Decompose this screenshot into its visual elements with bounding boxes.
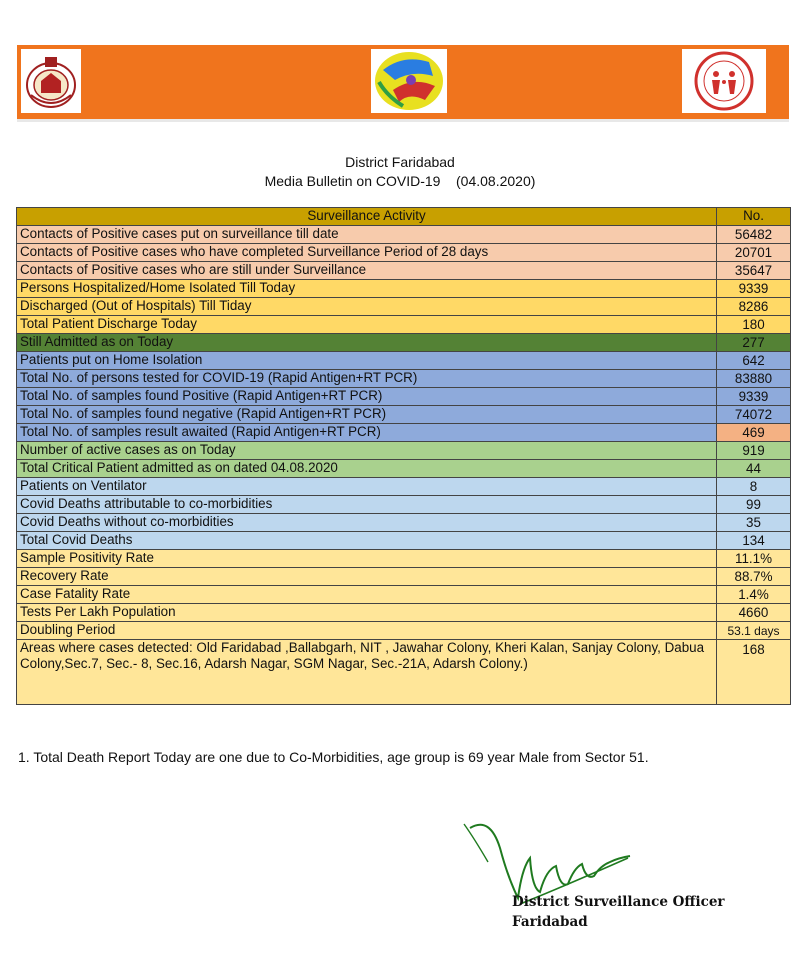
table-row (17, 586, 791, 604)
value-cell: 134 (717, 532, 791, 550)
activity-cell: Total Covid Deaths (17, 532, 717, 550)
bulletin-title: Media Bulletin on COVID-19 (04.08.2020) (264, 173, 536, 189)
table-row (17, 604, 791, 622)
activity-cell: Contacts of Positive cases put on surveillance till date (17, 226, 717, 244)
faridabad-district-logo (371, 49, 447, 113)
activity-cell: Areas where cases detected: Old Faridabad ,Ballabgarh, NIT , Jawahar Colony, Kheri Kalan, Sanjay Colony, Dabua Colony,Sec.7, Sec.- 8, Sec.16, Adarsh Nagar, SGM Nagar, Sec.-21A, Adarsh Colony.) (17, 640, 717, 705)
value-cell: 20701 (717, 244, 791, 262)
activity-cell: Still Admitted as on Today (17, 334, 717, 352)
number-column-header: No. (717, 208, 791, 226)
table-row (17, 316, 791, 334)
table-row (17, 496, 791, 514)
table-row (17, 244, 791, 262)
table-row (17, 460, 791, 478)
table-row (17, 280, 791, 298)
value-cell: 88.7% (717, 568, 791, 586)
table-row (17, 226, 791, 244)
activity-cell: Recovery Rate (17, 568, 717, 586)
activity-column-header: Surveillance Activity (17, 208, 717, 226)
table-row (17, 298, 791, 316)
activity-cell: Total No. of persons tested for COVID-19 (Rapid Antigen+RT PCR) (17, 370, 717, 388)
activity-cell: Covid Deaths without co-morbidities (17, 514, 717, 532)
activity-cell: Total No. of samples found Positive (Rapid Antigen+RT PCR) (17, 388, 717, 406)
table-row (17, 442, 791, 460)
activity-cell: Case Fatality Rate (17, 586, 717, 604)
haryana-emblem (21, 49, 81, 113)
activity-cell: Doubling Period (17, 622, 717, 640)
table-row (17, 352, 791, 370)
activity-cell: Persons Hospitalized/Home Isolated Till Today (17, 280, 717, 298)
activity-cell: Total No. of samples result awaited (Rapid Antigen+RT PCR) (17, 424, 717, 442)
activity-cell: Total No. of samples found negative (Rapid Antigen+RT PCR) (17, 406, 717, 424)
activity-cell: Covid Deaths attributable to co-morbidities (17, 496, 717, 514)
table-row (17, 262, 791, 280)
value-cell: 277 (717, 334, 791, 352)
value-cell: 9339 (717, 388, 791, 406)
table-row (17, 550, 791, 568)
signatory-title: District Surveillance Officer (512, 894, 725, 910)
table-row (17, 406, 791, 424)
value-cell: 469 (717, 424, 791, 442)
national-health-mission-logo-icon (686, 50, 762, 112)
district-title: District Faridabad (345, 154, 455, 170)
value-cell: 83880 (717, 370, 791, 388)
table-row (17, 370, 791, 388)
value-cell: 35647 (717, 262, 791, 280)
table-row (17, 334, 791, 352)
value-cell: 8286 (717, 298, 791, 316)
value-cell: 168 (717, 640, 791, 705)
value-cell: 642 (717, 352, 791, 370)
faridabad-district-logo-icon (373, 50, 445, 112)
activity-cell: Contacts of Positive cases who are still under Surveillance (17, 262, 717, 280)
value-cell: 8 (717, 478, 791, 496)
activity-cell: Total Critical Patient admitted as on dated 04.08.2020 (17, 460, 717, 478)
table-row (17, 622, 791, 640)
value-cell: 11.1% (717, 550, 791, 568)
value-cell: 35 (717, 514, 791, 532)
value-cell: 9339 (717, 280, 791, 298)
national-health-mission-logo (682, 49, 766, 113)
activity-cell: Patients on Ventilator (17, 478, 717, 496)
table-row (17, 568, 791, 586)
table-row (17, 424, 791, 442)
activity-cell: Discharged (Out of Hospitals) Till Tiday (17, 298, 717, 316)
table-row (17, 478, 791, 496)
surveillance-table (16, 207, 791, 705)
activity-cell: Number of active cases as on Today (17, 442, 717, 460)
table-row (17, 640, 791, 705)
value-cell: 53.1 days (717, 622, 791, 640)
value-cell: 99 (717, 496, 791, 514)
death-report-note: 1. Total Death Report Today are one due to Co-Morbidities, age group is 69 year Male from Sector 51. (18, 749, 649, 765)
value-cell: 44 (717, 460, 791, 478)
activity-cell: Tests Per Lakh Population (17, 604, 717, 622)
table-header-row (17, 208, 791, 226)
haryana-emblem-icon (23, 51, 79, 111)
activity-cell: Total Patient Discharge Today (17, 316, 717, 334)
activity-cell: Sample Positivity Rate (17, 550, 717, 568)
value-cell: 919 (717, 442, 791, 460)
signature (460, 818, 660, 928)
activity-cell: Contacts of Positive cases who have completed Surveillance Period of 28 days (17, 244, 717, 262)
table-row (17, 388, 791, 406)
value-cell: 180 (717, 316, 791, 334)
value-cell: 1.4% (717, 586, 791, 604)
value-cell: 74072 (717, 406, 791, 424)
activity-cell: Patients put on Home Isolation (17, 352, 717, 370)
table-row (17, 514, 791, 532)
signatory-location: Faridabad (512, 914, 588, 930)
header-banner (17, 45, 789, 122)
value-cell: 4660 (717, 604, 791, 622)
table-row (17, 532, 791, 550)
value-cell: 56482 (717, 226, 791, 244)
